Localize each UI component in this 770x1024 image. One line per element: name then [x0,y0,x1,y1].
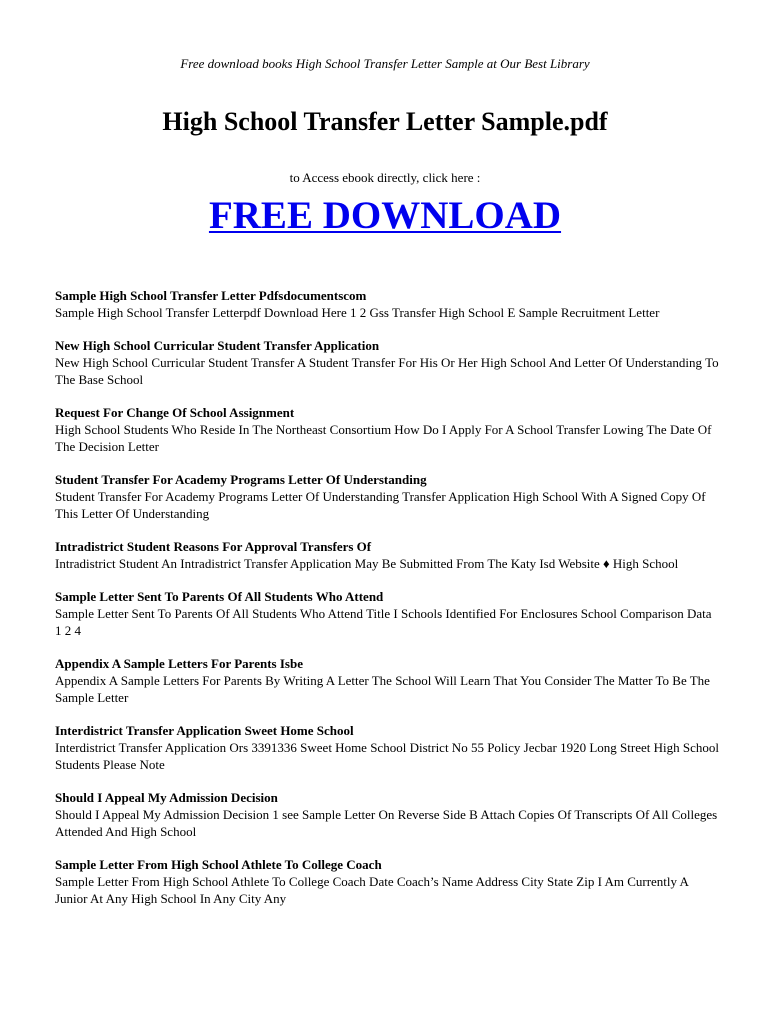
entry-description: Sample Letter From High School Athlete To College Coach Date Coach’s Name Address City State Zip I Am Currently A Junior At Any High School In Any City Any [55,874,689,906]
document-title: High School Transfer Letter Sample.pdf [162,107,608,136]
list-item [55,471,720,522]
entry-description: Should I Appeal My Admission Decision 1 see Sample Letter On Reverse Side B Attach Copies Of Transcripts Of All Colleges Attended And High School [55,807,718,839]
list-item [55,722,720,773]
entry-title: Appendix A Sample Letters For Parents Isbe [55,656,303,671]
entry-title: Student Transfer For Academy Programs Letter Of Understanding [55,472,427,487]
list-item [55,538,720,572]
list-item [55,856,720,907]
entry-title: New High School Curricular Student Transfer Application [55,338,380,353]
entry-description: Intradistrict Student An Intradistrict Transfer Application May Be Submitted From The Katy Isd Website ♦ High School [55,556,679,571]
header-tagline: Free download books High School Transfer Letter Sample at Our Best Library [180,56,590,71]
list-item [55,337,720,388]
free-download-link[interactable]: FREE DOWNLOAD [208,194,562,237]
entry-title: Sample Letter From High School Athlete To College Coach [55,857,382,872]
entry-title: Interdistrict Transfer Application Sweet Home School [55,723,354,738]
list-item [55,404,720,455]
entry-description: Student Transfer For Academy Programs Letter Of Understanding Transfer Application High School With A Signed Copy Of This Letter Of Understanding [55,489,706,521]
entry-title: Request For Change Of School Assignment [55,405,295,420]
entry-title: Sample High School Transfer Letter Pdfsdocumentscom [55,288,367,303]
entry-title: Should I Appeal My Admission Decision [55,790,278,805]
entry-description: Appendix A Sample Letters For Parents By Writing A Letter The School Will Learn That You Consider The Matter To Be The Sample Letter [55,673,710,705]
list-item [55,789,720,840]
list-item [55,588,720,639]
list-item [55,287,720,321]
entry-description: Sample High School Transfer Letterpdf Download Here 1 2 Gss Transfer High School E Sample Recruitment Letter [55,305,660,320]
entry-title: Sample Letter Sent To Parents Of All Students Who Attend [55,589,384,604]
entry-title: Intradistrict Student Reasons For Approval Transfers Of [55,539,372,554]
entry-description: Interdistrict Transfer Application Ors 3391336 Sweet Home School District No 55 Policy Jecbar 1920 Long Street High School Students Please Note [55,740,719,772]
entry-list [55,287,720,923]
entry-description: High School Students Who Reside In The Northeast Consortium How Do I Apply For A School Transfer Lowing The Date Of The Decision Letter [55,422,712,454]
access-instruction: to Access ebook directly, click here : [289,170,481,185]
list-item [55,655,720,706]
entry-description: Sample Letter Sent To Parents Of All Students Who Attend Title I Schools Identified For Enclosures School Comparison Data 1 2 4 [55,606,712,638]
entry-description: New High School Curricular Student Transfer A Student Transfer For His Or Her High School And Letter Of Understanding To The Base School [55,355,719,387]
